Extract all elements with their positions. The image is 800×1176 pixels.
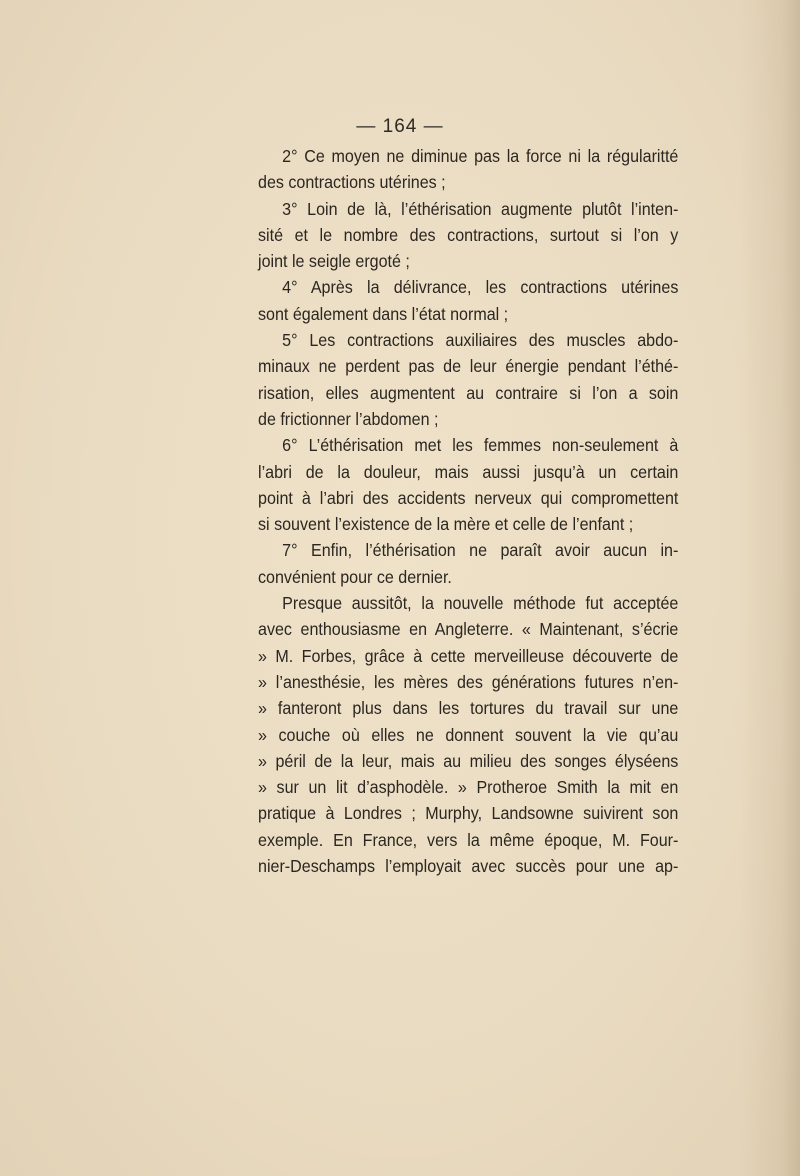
text-line: 2° Ce moyen ne diminue pas la force ni la régularitté <box>282 146 679 166</box>
text-line: sité et le nombre des contractions, surtout si l’on y <box>258 224 679 245</box>
text-line: minaux ne perdent pas de leur énergie pendant l’éthé- <box>258 356 679 377</box>
text-line: de frictionner l’abdomen ; <box>258 408 439 429</box>
text-line: » fanteront plus dans les tortures du travail sur une <box>258 698 679 719</box>
page-number: — 164 — <box>356 116 444 137</box>
text-line: nier-Deschamps l’employait avec succès pour une ap- <box>258 856 679 877</box>
text-line: avec enthousiasme en Angleterre. « Maintenant, s’écrie <box>258 619 679 640</box>
text-line: convénient pour ce dernier. <box>258 566 452 587</box>
text-line: » couche où elles ne donnent souvent la vie qu’au <box>258 724 679 745</box>
text-line: pratique à Londres ; Murphy, Landsowne suivirent son <box>258 803 679 824</box>
text-line: 6° L’éthérisation met les femmes non-seulement à <box>282 435 679 456</box>
text-line: Presque aussitôt, la nouvelle méthode fut acceptée <box>282 593 679 614</box>
text-line: » sur un lit d’asphodèle. » Protheroe Smith la mit en <box>258 777 679 798</box>
text-line: » péril de la leur, mais au milieu des songes élyséens <box>258 750 679 771</box>
text-line: risation, elles augmentent au contraire si l’on a soin <box>258 382 679 403</box>
text-line: » l’anesthésie, les mères des générations futures n’en- <box>258 671 679 692</box>
text-line: l’abri de la douleur, mais aussi jusqu’à un certain <box>258 461 679 482</box>
text-line: point à l’abri des accidents nerveux qui compromettent <box>258 487 679 508</box>
text-line: sont également dans l’état normal ; <box>258 303 509 324</box>
text-line: exemple. En France, vers la même époque, M. Four- <box>258 829 679 850</box>
text-line: 7° Enfin, l’éthérisation ne paraît avoir aucun in- <box>282 540 679 561</box>
text-line: si souvent l’existence de la mère et celle de l’enfant ; <box>258 514 634 535</box>
text-line: » M. Forbes, grâce à cette merveilleuse découverte de <box>258 645 679 666</box>
text-line: joint le seigle ergoté ; <box>258 251 410 272</box>
text-line: 4° Après la délivrance, les contractions utérines <box>282 277 679 298</box>
text-line: 5° Les contractions auxiliaires des muscles abdo- <box>282 330 679 351</box>
text-line: des contractions utérines ; <box>258 172 446 193</box>
page-edge-shadow <box>740 0 800 1176</box>
body-text <box>258 143 678 879</box>
text-line: 3° Loin de là, l’éthérisation augmente plutôt l’inten- <box>282 198 679 219</box>
